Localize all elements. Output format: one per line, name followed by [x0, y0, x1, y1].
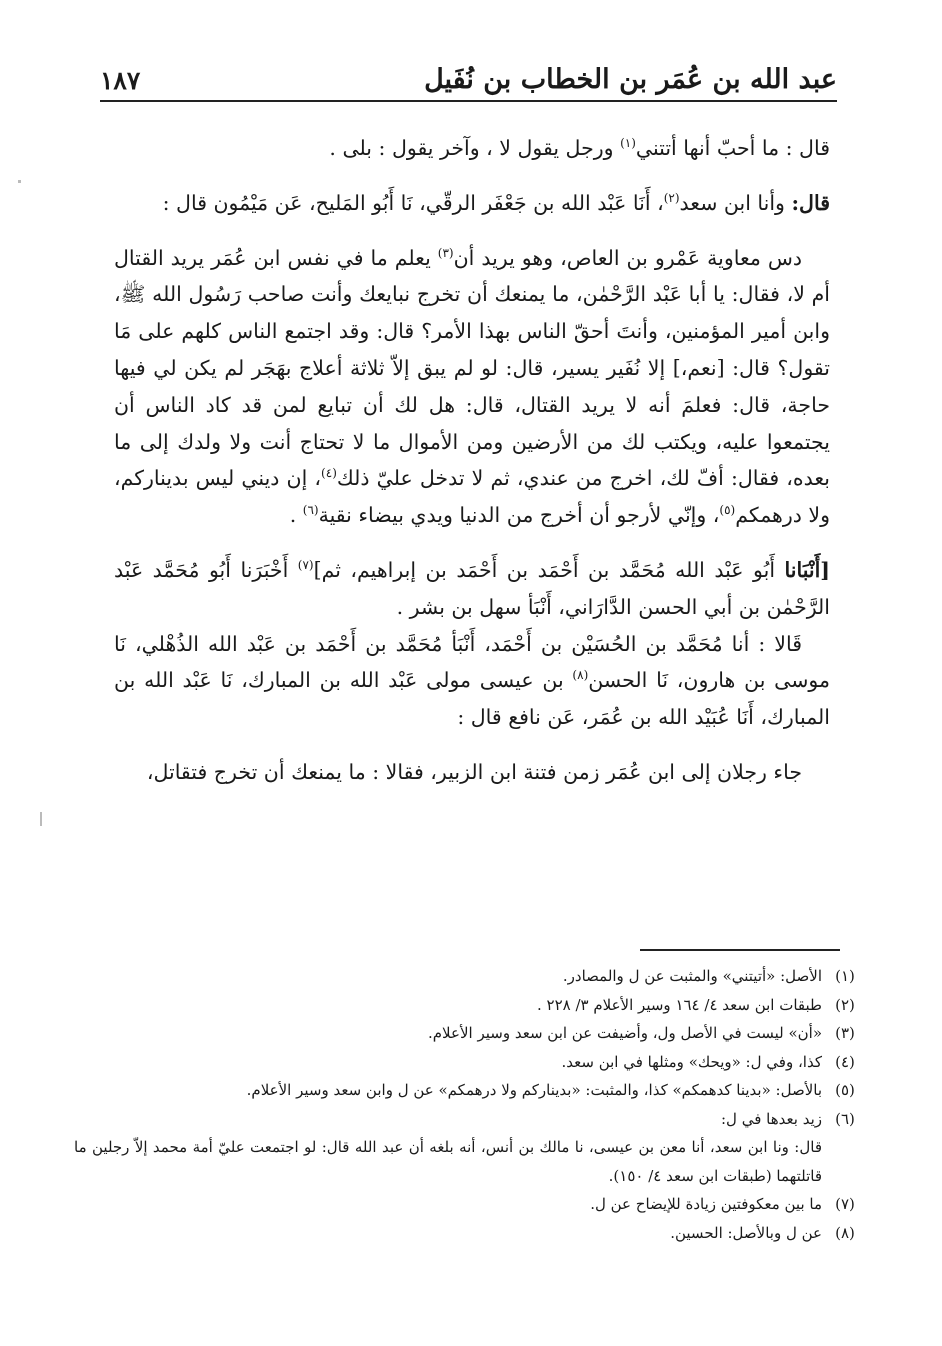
footnote-6-continuation: قال: ونا ابن سعد، أنا معن بن عيسى، نا مالك بن أنس، أنه بلغه أن عبد الله قال: لو اجتمعت عليّ أمة محمد إلاّ رجلين ما قاتلتهما (طبقات ابن سعد ٤/ ١٥٠). — [74, 1138, 822, 1185]
footnote-number: (٣) — [835, 1024, 855, 1042]
header-title: عبد الله بن عُمَر بن الخطاب بن نُفَيل — [424, 64, 837, 95]
footnote-text: الأصل: «أتيتني» والمثبت عن ل والمصادر. — [562, 967, 822, 985]
footnote-number: (٥) — [835, 1081, 855, 1099]
footnotes — [74, 962, 868, 1247]
footnote-text: زيد بعدها في ل: — [721, 1109, 822, 1128]
paragraph-5: قَالا : أنا مُحَمَّد بن الحُسَيْن بن أَحْمَد، أَنْبَأ مُحَمَّد بن أَحْمَد بن عَبْد الله الذُهْلي، نَا موسى بن هارون، نَا الحسن$^{(٨)}$ بن عيسى مولى عَبْد الله بن المبارك، نَا عَبْد الله بن المبارك، أَنَا عُبَيْد الله بن عُمَر، عَن نافع قال : — [114, 631, 830, 730]
paragraph-4: [أَنْبَانا أَبُو عَبْد الله مُحَمَّد بن أَحْمَد بن أَحْمَد بن إبراهيم، ثم]$^{(٧)}$ أَخْبَرَنا أَبُو مُحَمَّد عَبْد الرَّحْمٰن بن أبي الحسن الدَّارَاني، أَنْبَأ سهل بن بشر . — [114, 557, 830, 619]
footnote-ref: (٥) — [719, 503, 736, 518]
footnote-4 — [74, 1048, 868, 1077]
main-text — [114, 130, 830, 791]
footnote-8 — [74, 1219, 868, 1248]
footnote-text: طبقات ابن سعد ٤/ ١٦٤ وسير الأعلام ٣/ ٢٢٨ . — [536, 995, 822, 1014]
footnote-7 — [74, 1190, 868, 1219]
page-number: ١٨٧ — [100, 66, 141, 95]
footnote-ref: (٨) — [572, 668, 589, 683]
footnote-ref: (٤) — [321, 466, 337, 481]
scan-speck — [18, 180, 21, 183]
footnote-number: (٦) — [835, 1109, 855, 1128]
footnote-ref: (٦) — [302, 503, 319, 518]
scan-speck — [40, 812, 42, 826]
footnote-text: «أن» ليست في الأصل ول، وأضيفت عن ابن سعد وسير الأعلام. — [428, 1024, 822, 1042]
footnote-text: عن ل وبالأصل: الحسين. — [670, 1223, 822, 1242]
paragraph-3: دس معاوية عَمْرو بن العاص، وهو يريد أن$^{(٣)}$ يعلم ما في نفس ابن عُمَر يريد القتال أم لا، فقال: يا أبا عَبْد الرَّحْمٰن، ما يمنعك أن تخرج نبايعك وأنت صاحب رَسُول الله ﷺ، وابن أمير المؤمنين، وأنتَ أحقّ الناس بهذا الأمر؟ قال: وقد اجتمع الناس كلهم على مَا تقول؟ قال: [نعم،] إلا نُفَير يسير، قال: لو لم يبق إلاّ ثلاثة أعلاج بهَجَر لم يكن لي فيها حاجة، قال: فعلمَ أنه لا يريد القتال، قال: هل لك أن تبايع لمن قد كاد الناس أن يجتمعوا عليه، ويكتب لك من الأرضين ومن الأموال ما لا تحتاج أنت ولا ولدك إلى ما بعده، فقال: أفّ لك، اخرج من عندي، ثم لا تدخل عليّ ذلك$^{(٤)}$، إن ديني ليس بديناركم، ولا درهمكم$^{(٥)}$، وإنّي لأرجو أن أخرج من الدنيا ويدي بيضاء نقية$^{(٦)}$ . — [114, 245, 830, 528]
footnote-ref: (١) — [620, 136, 636, 151]
footnote-separator — [640, 949, 840, 951]
footnote-text: ما بين معكوفتين زيادة للإيضاح عن ل. — [590, 1195, 822, 1213]
footnote-ref: (٣) — [437, 245, 454, 260]
footnote-ref: (٧) — [297, 558, 314, 573]
paragraph-2: قال: وأنا ابن سعد$^{(٢)}$، أَنَا عَبْد الله بن جَعْفَر الرقّي، نَا أَبُو المَليح، عَن مَيْمُون قال : — [162, 190, 830, 215]
footnote-1 — [74, 962, 868, 991]
footnote-number: (٤) — [835, 1052, 855, 1071]
footnote-number: (٧) — [835, 1195, 855, 1213]
footnote-5 — [74, 1076, 868, 1105]
footnote-3 — [74, 1019, 868, 1048]
footnote-number: (١) — [835, 967, 855, 985]
footnote-number: (٢) — [835, 995, 855, 1014]
paragraph-6: جاء رجلان إلى ابن عُمَر زمن فتنة ابن الزبير، فقالا : ما يمنعك أن تخرج فتقاتل، — [146, 759, 802, 784]
footnote-ref: (٢) — [663, 190, 680, 205]
running-header — [100, 60, 837, 102]
footnote-number: (٨) — [835, 1223, 855, 1242]
footnote-text: كذا، وفي ل: «ويحك» ومثلها في ابن سعد. — [561, 1052, 822, 1071]
footnote-text: بالأصل: «بدينا كدهمكم» كذا، والمثبت: «بديناركم ولا درهمكم» عن ل وابن سعد وسير الأعلام. — [246, 1081, 822, 1099]
paragraph-1: قال : ما أحبّ أنها أتتني$^{(١)}$ ورجل يقول لا ، وآخر يقول : بلى . — [329, 136, 830, 160]
footnote-2 — [74, 991, 868, 1020]
footnote-6 — [74, 1105, 868, 1134]
